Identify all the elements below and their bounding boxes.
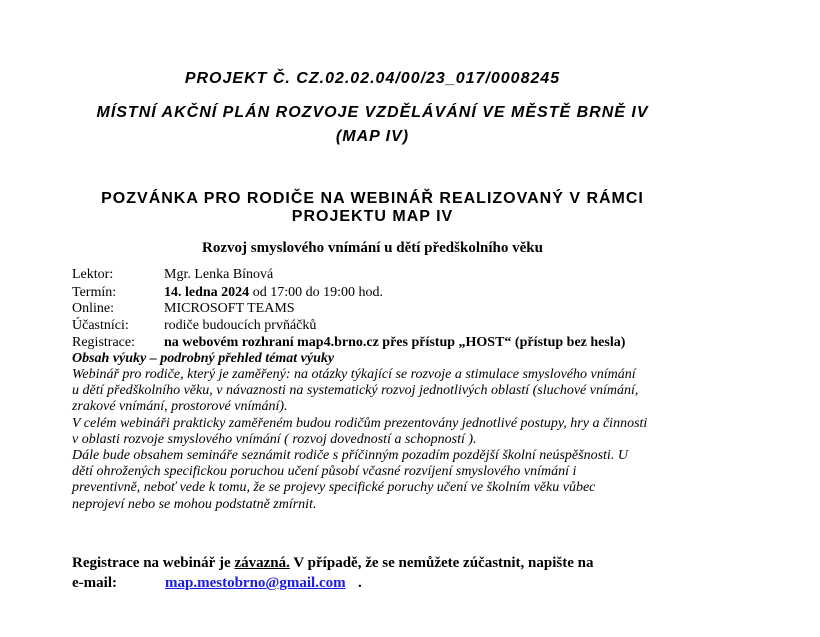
invitation-heading-line1: POZVÁNKA PRO RODIČE NA WEBINÁŘ REALIZOVANÝ V RÁMCI [101,190,644,207]
detail-label: Účastníci: [72,318,129,333]
content-line: Dále bude obsahem semináře seznámit rodiče s příčinným pozadím pozdější školní neúspěšnosti. U [72,448,628,464]
content-line: V celém webináři prakticky zaměřeném budou rodičům prezentovány jednotlivé postupy, hry a činnosti [72,415,648,431]
content-heading: Obsah výuky – podrobný přehled témat výuky [72,351,335,366]
content-line: neprojeví nebo se mohou podstatně zmírnit. [72,496,317,512]
binding-word: závazná. [234,555,290,571]
detail-label: Lektor: [72,267,114,282]
registration-notice: Registrace na webinář je závazná. V případě, že se nemůžete zúčastnit, napište na [72,555,594,571]
content-line: Webinář pro rodiče, který je zaměřený: na otázky týkající se rozvoje a stimulace smyslového vnímání [72,367,636,382]
plan-title-heading: MÍSTNÍ AKČNÍ PLÁN ROZVOJE VZDĚLÁVÁNÍ VE MĚSTĚ BRNĚ IV [96,104,649,121]
detail-value: rodiče budoucích prvňáčků [164,318,317,333]
detail-label: Registrace: [72,335,135,350]
webinar-title: Rozvoj smyslového vnímání u dětí předškolního věku [202,240,543,256]
detail-value: na webovém rozhraní map4.brno.cz přes přístup „HOST“ (přístup bez hesla) [164,335,626,350]
content-paragraphs [72,367,647,513]
detail-value: 14. ledna 2024 od 17:00 do 19:00 hod. [164,285,383,300]
email-period: . [358,575,362,591]
email-line [72,575,372,595]
plan-title-subheading: (MAP IV) [335,128,410,145]
content-line: zrakové vnímání, prostorové vnímání). [72,399,288,415]
detail-label: Online: [72,301,114,316]
detail-value: MICROSOFT TEAMS [164,301,295,316]
project-number-heading: PROJEKT Č. CZ.02.02.04/00/23_017/0008245 [184,70,561,87]
content-line: preventivně, neboť vede k tomu, že se projevy specifické poruchy učení ve školním věku vůbec [72,480,596,496]
invitation-heading-line2: PROJEKTU MAP IV [291,208,454,225]
detail-label: Termín: [72,285,117,300]
content-line: dětí ohrožených specifickou poruchou učení působí včasné rozvíjení smyslového vnímání i [72,464,577,480]
email-label: e-mail: [72,575,117,591]
email-link[interactable]: map.mestobrno@gmail.com [165,575,346,591]
detail-value: Mgr. Lenka Bínová [164,267,274,282]
content-line: u dětí předškolního věku, v návaznosti na systematický rozvoj jednotlivých oblastí (sluchové vnímání, [72,383,639,399]
content-line: v oblasti rozvoje smyslového vnímání ( rozvoj dovedností a schopností ). [72,431,477,447]
